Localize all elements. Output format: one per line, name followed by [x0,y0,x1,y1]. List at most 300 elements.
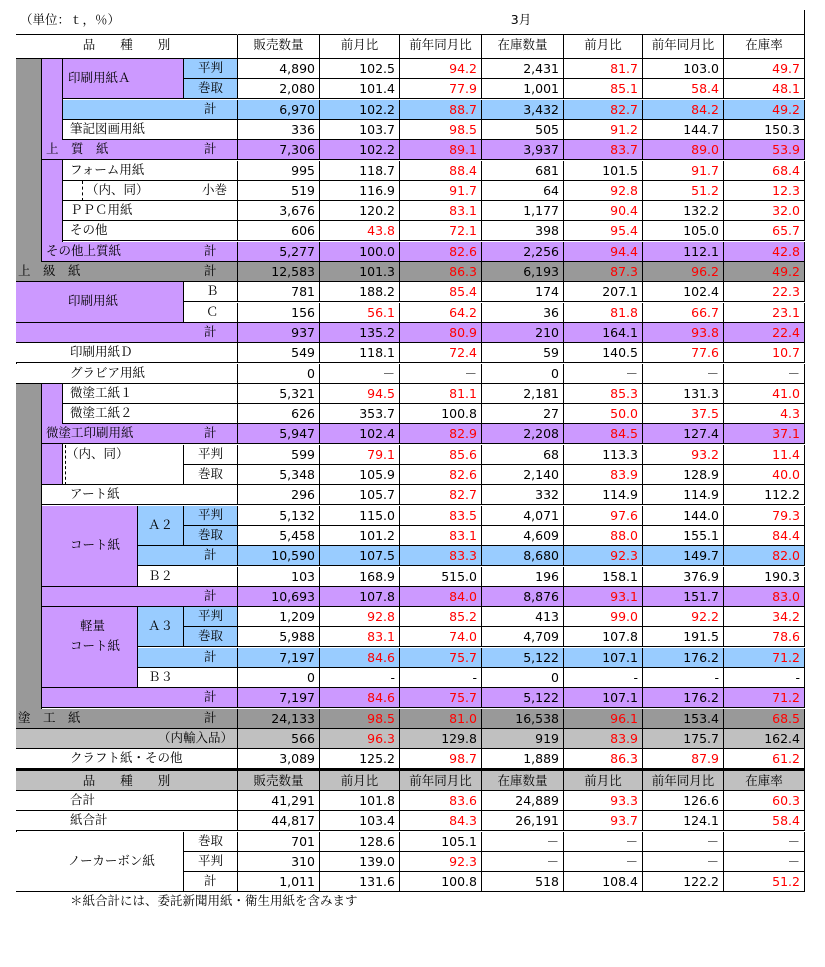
data-cell-r22-c6: 114.9 [643,485,724,505]
data-cell-r9-c3: 72.1 [400,221,482,241]
data-cell-r37-c5: 93.7 [564,811,643,831]
data-cell-r21-c6: 128.9 [643,465,724,485]
data-cell-r18-c4: 27 [482,404,564,424]
data-cell-r29-c6: 191.5 [643,627,724,647]
column-header-3: 前年同月比 [400,35,482,59]
data-cell-r19-c3: 82.9 [400,424,482,444]
data-cell-r4-c1: 336 [238,120,320,140]
data-cell-r38-c3: 105.1 [400,832,482,852]
kei-label-9: 計 [204,649,217,664]
data-cell-r16-c7: － [724,364,805,384]
data-cell-r26-c7: 190.3 [724,567,805,587]
data-cell-r9-c1: 606 [238,221,320,241]
unit-label: （単位：ｔ，％） [16,10,238,35]
data-cell-r34-c5: 83.9 [564,729,643,749]
a2-label: Ａ２ [148,517,174,532]
keiryo-label: 軽量 [80,618,106,633]
data-cell-r21-c1: 5,348 [238,465,320,485]
data-cell-r34-c4: 919 [482,729,564,749]
data-cell-r40-c5: 108.4 [564,872,643,892]
data-cell-r9-c6: 105.0 [643,221,724,241]
data-cell-r3-c4: 3,432 [482,100,564,120]
form-uchi-label: （内、同） [86,182,149,197]
data-cell-r13-c5: 81.8 [564,303,643,323]
data-cell-r1-c2: 102.5 [320,59,400,79]
kei-label-8: 計 [204,588,217,603]
data-cell-r33-c5: 96.1 [564,709,643,729]
data-cell-r35-c7: 61.2 [724,749,805,769]
data-cell-r11-c4: 6,193 [482,262,564,282]
data-cell-r33-c7: 68.5 [724,709,805,729]
month-header: 3月 [238,10,805,35]
data-cell-r2-c1: 2,080 [238,79,320,99]
data-cell-r20-c4: 68 [482,445,564,465]
keiryo-hiban-label: 平判 [198,608,224,623]
data-cell-r18-c7: 4.3 [724,404,805,424]
data-cell-r25-c3: 83.3 [400,546,482,566]
data-cell-r18-c3: 100.8 [400,404,482,424]
data-cell-r18-c1: 626 [238,404,320,424]
data-cell-r18-c2: 353.7 [320,404,400,424]
kei-label-3: 計 [204,243,217,258]
data-cell-r5-c2: 102.2 [320,140,400,160]
data-cell-r18-c6: 37.5 [643,404,724,424]
column-header-2-5: 前月比 [564,769,643,791]
data-cell-r3-c5: 82.7 [564,100,643,120]
data-cell-r35-c3: 98.7 [400,749,482,769]
data-cell-r36-c4: 24,889 [482,791,564,811]
kraft-label: クラフト紙・その他 [70,750,183,765]
data-cell-r39-c1: 310 [238,852,320,872]
data-cell-r34-c6: 175.7 [643,729,724,749]
data-cell-r2-c3: 77.9 [400,79,482,99]
data-cell-r13-c2: 56.1 [320,303,400,323]
data-cell-r29-c5: 107.8 [564,627,643,647]
column-header-2-1: 販売数量 [238,769,320,791]
data-cell-r3-c7: 49.2 [724,100,805,120]
data-cell-r31-c2: - [320,668,400,688]
data-cell-r21-c5: 83.9 [564,465,643,485]
data-cell-r34-c3: 129.8 [400,729,482,749]
data-cell-r8-c7: 32.0 [724,201,805,221]
data-cell-r23-c5: 97.6 [564,506,643,526]
data-cell-r29-c4: 4,709 [482,627,564,647]
kei-label-10: 計 [204,689,217,704]
data-cell-r29-c3: 74.0 [400,627,482,647]
data-cell-r6-c6: 91.7 [643,161,724,181]
data-cell-r28-c7: 34.2 [724,607,805,627]
data-cell-r14-c1: 937 [238,323,320,343]
data-cell-r19-c6: 127.4 [643,424,724,444]
data-cell-r10-c3: 82.6 [400,242,482,262]
kei-label-11: 計 [204,710,217,725]
column-header-4: 在庫数量 [482,35,564,59]
data-cell-r10-c5: 94.4 [564,242,643,262]
data-cell-r27-c5: 93.1 [564,587,643,607]
data-cell-r24-c4: 4,609 [482,526,564,546]
data-cell-r36-c2: 101.8 [320,791,400,811]
form-uchi-dash [82,181,83,201]
sonota-joshitsu-label: その他上質紙 [46,243,122,258]
data-cell-r16-c2: － [320,364,400,384]
data-cell-r13-c6: 66.7 [643,303,724,323]
data-cell-r22-c1: 296 [238,485,320,505]
bitoko1-label: 微塗工紙１ [70,385,133,400]
data-cell-r13-c1: 156 [238,303,320,323]
data-cell-r23-c7: 79.3 [724,506,805,526]
data-cell-r33-c4: 16,538 [482,709,564,729]
data-cell-r34-c2: 96.3 [320,729,400,749]
data-cell-r15-c2: 118.1 [320,343,400,363]
data-cell-r40-c2: 131.6 [320,872,400,892]
data-cell-r17-c5: 85.3 [564,384,643,404]
data-cell-r11-c1: 12,583 [238,262,320,282]
data-cell-r8-c5: 90.4 [564,201,643,221]
data-cell-r31-c5: - [564,668,643,688]
column-header-2-3: 前年同月比 [400,769,482,791]
hiban-label: 平判 [198,60,224,75]
data-cell-r23-c3: 83.5 [400,506,482,526]
data-cell-r37-c1: 44,817 [238,811,320,831]
column-header-2: 前月比 [320,35,400,59]
category-header-2: 品 種 別 [16,769,238,791]
data-cell-r25-c5: 92.3 [564,546,643,566]
data-cell-r12-c4: 174 [482,282,564,302]
column-header-5: 前月比 [564,35,643,59]
data-cell-r22-c4: 332 [482,485,564,505]
data-cell-r33-c6: 153.4 [643,709,724,729]
data-cell-r2-c2: 101.4 [320,79,400,99]
coat-label: コート紙 [70,537,121,552]
data-cell-r5-c6: 89.0 [643,140,724,160]
data-cell-r1-c7: 49.7 [724,59,805,79]
data-cell-r35-c1: 3,089 [238,749,320,769]
data-cell-r1-c1: 4,890 [238,59,320,79]
data-cell-r15-c4: 59 [482,343,564,363]
column-header-2-4: 在庫数量 [482,769,564,791]
joshitsu-label: 上 質 紙 [46,141,109,156]
jokyu-group-bar [16,59,42,282]
data-cell-r32-c7: 71.2 [724,688,805,708]
data-cell-r23-c4: 4,071 [482,506,564,526]
bitoko-uchi-label: （内、同） [66,446,129,461]
data-cell-r4-c6: 144.7 [643,120,724,140]
data-cell-r4-c2: 103.7 [320,120,400,140]
data-cell-r28-c3: 85.2 [400,607,482,627]
data-cell-r2-c7: 48.1 [724,79,805,99]
data-cell-r37-c4: 26,191 [482,811,564,831]
data-cell-r14-c4: 210 [482,323,564,343]
data-cell-r21-c4: 2,140 [482,465,564,485]
data-cell-r17-c4: 2,181 [482,384,564,404]
jokyu-label: 上 級 紙 [18,263,81,278]
nocarbon-label: ノーカーボン紙 [68,853,155,868]
data-cell-r38-c7: － [724,832,805,852]
data-cell-r32-c5: 107.1 [564,688,643,708]
data-cell-r26-c1: 103 [238,567,320,587]
data-cell-r28-c1: 1,209 [238,607,320,627]
data-cell-r32-c3: 75.7 [400,688,482,708]
data-cell-r39-c5: － [564,852,643,872]
data-cell-r21-c7: 40.0 [724,465,805,485]
data-cell-r11-c6: 96.2 [643,262,724,282]
data-cell-r1-c5: 81.7 [564,59,643,79]
data-cell-r35-c4: 1,889 [482,749,564,769]
data-cell-r20-c5: 113.3 [564,445,643,465]
data-cell-r29-c1: 5,988 [238,627,320,647]
data-cell-r10-c6: 112.1 [643,242,724,262]
coat-makitori-label: 巻取 [198,527,224,542]
data-cell-r38-c2: 128.6 [320,832,400,852]
data-cell-r38-c1: 701 [238,832,320,852]
data-cell-r8-c6: 132.2 [643,201,724,221]
data-cell-r22-c2: 105.7 [320,485,400,505]
art-label: アート紙 [70,486,120,501]
data-cell-r22-c5: 114.9 [564,485,643,505]
data-cell-r30-c2: 84.6 [320,648,400,668]
data-cell-r30-c4: 5,122 [482,648,564,668]
gokei-label-cell [16,791,238,811]
data-cell-r3-c1: 6,970 [238,100,320,120]
data-cell-r18-c5: 50.0 [564,404,643,424]
kei-label-4: 計 [204,263,217,278]
data-cell-r32-c4: 5,122 [482,688,564,708]
data-cell-r36-c1: 41,291 [238,791,320,811]
data-cell-r19-c1: 5,947 [238,424,320,444]
data-cell-r4-c5: 91.2 [564,120,643,140]
data-cell-r30-c1: 7,197 [238,648,320,668]
data-cell-r39-c2: 139.0 [320,852,400,872]
data-cell-r11-c2: 101.3 [320,262,400,282]
insatsu-a-label: 印刷用紙Ａ [68,70,131,85]
data-cell-r24-c6: 155.1 [643,526,724,546]
kami-gokei-label: 紙合計 [70,812,108,827]
data-cell-r5-c5: 83.7 [564,140,643,160]
data-cell-r12-c3: 85.4 [400,282,482,302]
data-cell-r40-c7: 51.2 [724,872,805,892]
data-cell-r30-c5: 107.1 [564,648,643,668]
a3-label: Ａ３ [148,618,174,633]
data-cell-r36-c5: 93.3 [564,791,643,811]
data-cell-r4-c3: 98.5 [400,120,482,140]
bitoko-insatsu-label: 微塗工印刷用紙 [46,425,134,440]
data-cell-r39-c6: － [643,852,724,872]
b3-label: Ｂ３ [148,669,174,684]
data-cell-r17-c6: 131.3 [643,384,724,404]
toko-label: 塗 工 紙 [18,710,81,725]
data-cell-r13-c3: 64.2 [400,303,482,323]
data-cell-r30-c7: 71.2 [724,648,805,668]
data-cell-r32-c1: 7,197 [238,688,320,708]
data-cell-r35-c6: 87.9 [643,749,724,769]
data-cell-r11-c7: 49.2 [724,262,805,282]
data-cell-r12-c1: 781 [238,282,320,302]
data-cell-r33-c1: 24,133 [238,709,320,729]
data-cell-r15-c7: 10.7 [724,343,805,363]
data-cell-r27-c2: 107.8 [320,587,400,607]
data-cell-r37-c2: 103.4 [320,811,400,831]
column-header-6: 前年同月比 [643,35,724,59]
column-header-1: 販売数量 [238,35,320,59]
data-cell-r11-c5: 87.3 [564,262,643,282]
data-cell-r38-c4: － [482,832,564,852]
data-cell-r8-c3: 83.1 [400,201,482,221]
data-cell-r39-c7: － [724,852,805,872]
data-cell-r39-c4: － [482,852,564,872]
data-cell-r8-c1: 3,676 [238,201,320,221]
a2-total-label-cell [138,546,238,566]
data-cell-r9-c4: 398 [482,221,564,241]
data-cell-r27-c3: 84.0 [400,587,482,607]
data-cell-r6-c1: 995 [238,161,320,181]
gravure-label: グラビア用紙 [70,365,146,380]
data-cell-r1-c6: 103.0 [643,59,724,79]
data-cell-r27-c6: 151.7 [643,587,724,607]
data-cell-r30-c6: 176.2 [643,648,724,668]
data-cell-r16-c3: － [400,364,482,384]
data-cell-r10-c1: 5,277 [238,242,320,262]
coat-hiban-label: 平判 [198,507,224,522]
data-cell-r26-c2: 168.9 [320,567,400,587]
data-cell-r37-c7: 58.4 [724,811,805,831]
ppc-label: ＰＰＣ用紙 [70,202,133,217]
data-cell-r15-c5: 140.5 [564,343,643,363]
data-cell-r7-c4: 64 [482,181,564,201]
kami-gokei-label-cell [16,811,238,831]
data-cell-r5-c3: 89.1 [400,140,482,160]
data-cell-r9-c2: 43.8 [320,221,400,241]
data-cell-r17-c2: 94.5 [320,384,400,404]
kei-label-2: 計 [204,141,217,156]
data-cell-r27-c7: 83.0 [724,587,805,607]
data-cell-r12-c7: 22.3 [724,282,805,302]
data-cell-r21-c2: 105.9 [320,465,400,485]
toko-group-bar [16,384,42,729]
data-cell-r16-c6: － [643,364,724,384]
data-cell-r36-c7: 60.3 [724,791,805,811]
data-cell-r7-c5: 92.8 [564,181,643,201]
data-cell-r29-c2: 83.1 [320,627,400,647]
hikki-label: 筆記図画用紙 [70,121,146,136]
data-cell-r35-c2: 125.2 [320,749,400,769]
data-cell-r10-c7: 42.8 [724,242,805,262]
data-cell-r14-c3: 80.9 [400,323,482,343]
data-cell-r24-c5: 88.0 [564,526,643,546]
data-cell-r39-c3: 92.3 [400,852,482,872]
data-cell-r10-c2: 100.0 [320,242,400,262]
data-cell-r11-c3: 86.3 [400,262,482,282]
data-cell-r25-c6: 149.7 [643,546,724,566]
data-cell-r22-c3: 82.7 [400,485,482,505]
data-cell-r4-c4: 505 [482,120,564,140]
data-cell-r40-c4: 518 [482,872,564,892]
kei-label-6: 計 [204,425,217,440]
data-cell-r22-c7: 112.2 [724,485,805,505]
komaki-label: 小巻 [202,182,228,197]
category-header: 品 種 別 [16,35,238,59]
data-cell-r15-c3: 72.4 [400,343,482,363]
data-cell-r16-c5: － [564,364,643,384]
b2-label: Ｂ２ [148,568,174,583]
data-cell-r10-c4: 2,256 [482,242,564,262]
column-header-7: 在庫率 [724,35,805,59]
bitoko-hiban-label: 平判 [198,446,224,461]
data-cell-r32-c2: 84.6 [320,688,400,708]
data-cell-r23-c6: 144.0 [643,506,724,526]
footnote: ＊紙合計には、委託新聞用紙・衛生用紙を含みます [70,893,358,908]
data-cell-r7-c6: 51.2 [643,181,724,201]
data-cell-r7-c2: 116.9 [320,181,400,201]
data-cell-r40-c6: 122.2 [643,872,724,892]
data-cell-r17-c3: 81.1 [400,384,482,404]
data-cell-r38-c5: － [564,832,643,852]
data-cell-r2-c4: 1,001 [482,79,564,99]
data-cell-r26-c5: 158.1 [564,567,643,587]
bitoko-makitori-label: 巻取 [198,466,224,481]
data-cell-r16-c4: 0 [482,364,564,384]
c-label: Ｃ [206,304,219,319]
data-cell-r31-c3: - [400,668,482,688]
data-cell-r15-c6: 77.6 [643,343,724,363]
data-cell-r26-c6: 376.9 [643,567,724,587]
gokei-label: 合計 [70,792,96,807]
data-cell-r33-c2: 98.5 [320,709,400,729]
data-cell-r24-c3: 83.1 [400,526,482,546]
data-cell-r36-c6: 126.6 [643,791,724,811]
data-cell-r17-c1: 5,321 [238,384,320,404]
data-cell-r31-c7: - [724,668,805,688]
data-cell-r13-c7: 23.1 [724,303,805,323]
a3-total-label-cell [138,648,238,668]
data-cell-r38-c6: － [643,832,724,852]
data-cell-r34-c1: 566 [238,729,320,749]
data-cell-r26-c3: 515.0 [400,567,482,587]
nocarbon-makitori-label: 巻取 [198,833,224,848]
data-cell-r19-c7: 37.1 [724,424,805,444]
b-label: Ｂ [206,283,219,298]
keiryo-makitori-label: 巻取 [198,628,224,643]
kei-label-5: 計 [204,324,217,339]
data-cell-r34-c7: 162.4 [724,729,805,749]
data-cell-r9-c7: 65.7 [724,221,805,241]
data-cell-r7-c7: 12.3 [724,181,805,201]
data-cell-r5-c7: 53.9 [724,140,805,160]
data-cell-r20-c1: 599 [238,445,320,465]
data-cell-r23-c1: 5,132 [238,506,320,526]
data-cell-r16-c1: 0 [238,364,320,384]
data-cell-r20-c2: 79.1 [320,445,400,465]
data-cell-r40-c1: 1,011 [238,872,320,892]
data-cell-r2-c6: 58.4 [643,79,724,99]
data-cell-r25-c4: 8,680 [482,546,564,566]
bitoko2-label: 微塗工紙２ [70,405,133,420]
insatsu-label: 印刷用紙 [68,293,119,308]
data-cell-r1-c3: 94.2 [400,59,482,79]
data-cell-r30-c3: 75.7 [400,648,482,668]
data-cell-r14-c5: 164.1 [564,323,643,343]
data-cell-r32-c6: 176.2 [643,688,724,708]
data-cell-r25-c7: 82.0 [724,546,805,566]
column-header-2-7: 在庫率 [724,769,805,791]
data-cell-r24-c1: 5,458 [238,526,320,546]
kei-label-1: 計 [204,101,217,116]
data-cell-r20-c7: 11.4 [724,445,805,465]
data-cell-r37-c3: 84.3 [400,811,482,831]
data-cell-r2-c5: 85.1 [564,79,643,99]
column-header-2-2: 前月比 [320,769,400,791]
data-cell-r12-c2: 188.2 [320,282,400,302]
joshitsu-group-bar [42,59,63,262]
